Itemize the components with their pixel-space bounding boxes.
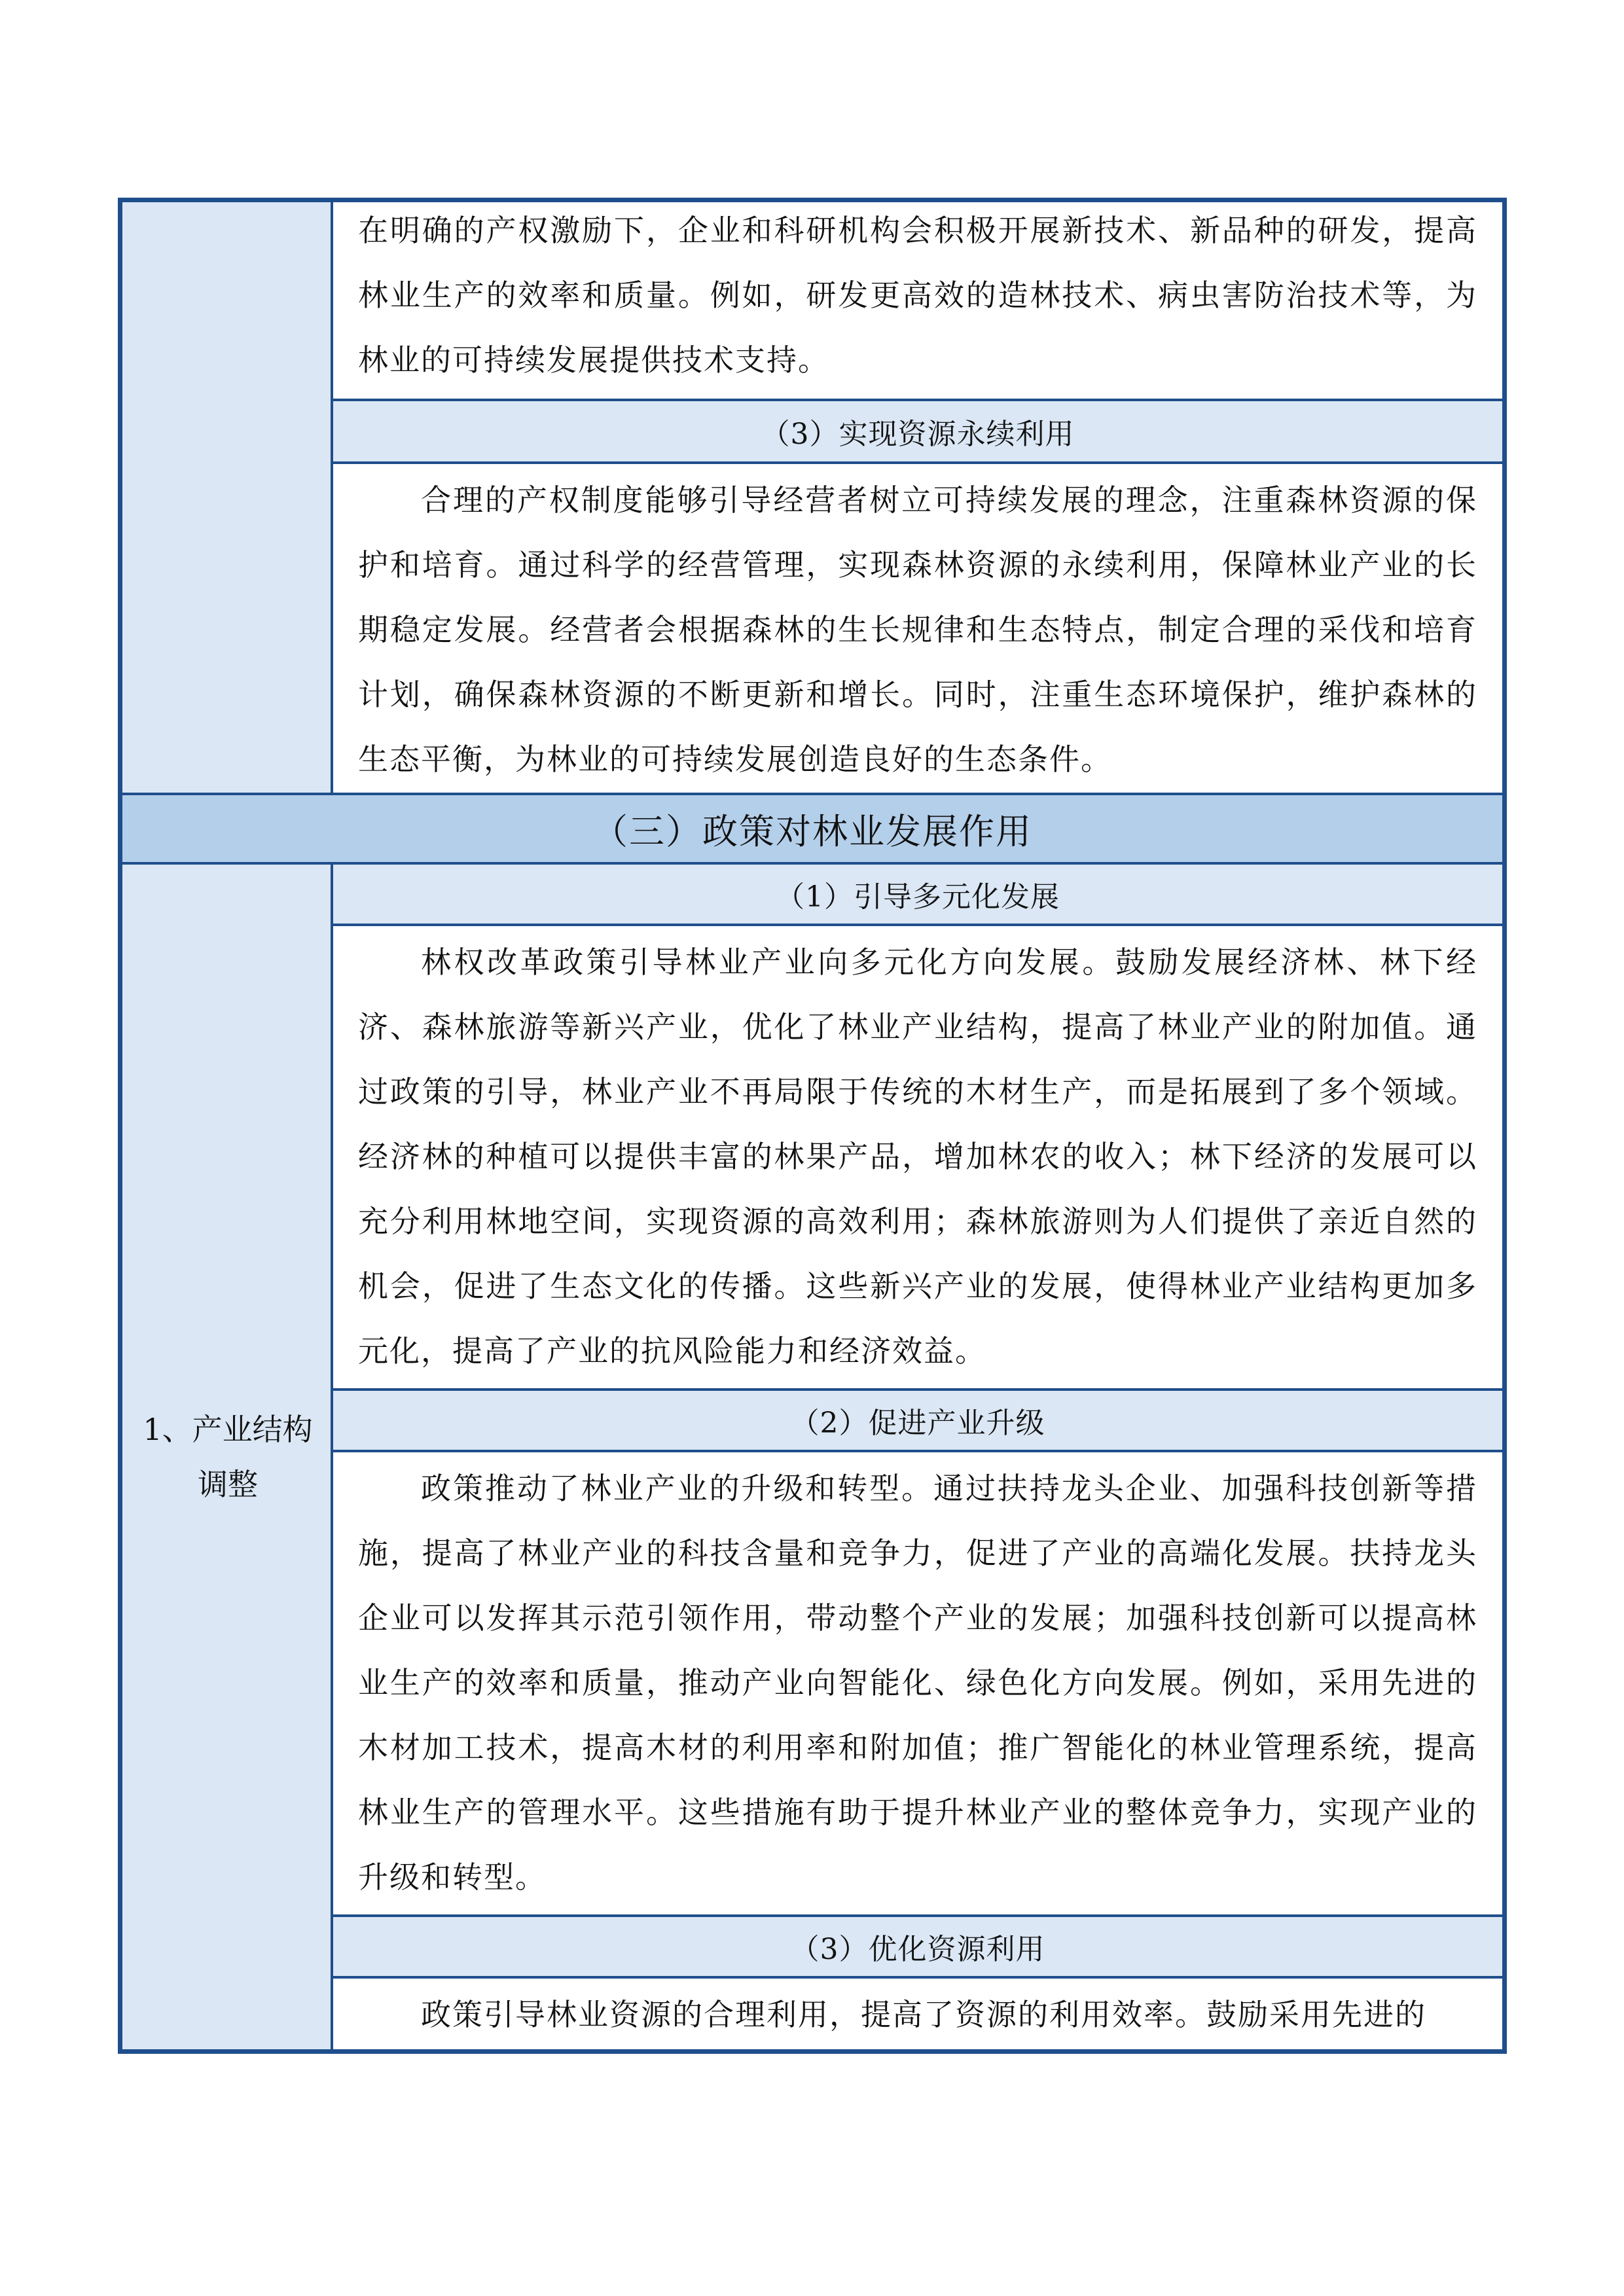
subheader-sustainable-use: （3）实现资源永续利用 bbox=[333, 401, 1502, 461]
subheader-industry-upgrade: （2）促进产业升级 bbox=[333, 1391, 1502, 1450]
subheader-diversification: （1）引导多元化发展 bbox=[333, 865, 1502, 924]
paragraph-diversification: 林权改革政策引导林业产业向多元化方向发展。鼓励发展经济林、林下经济、森林旅游等新兴产业，优化了林业产业结构，提高了林业产业的附加值。通过政策的引导，林业产业不再局限于传统的木材生产，而是拓展到了多个领域。经济林的种植可以提供丰富的林果产品，增加林农的收入；林下经济的发展可以充分利用林地空间，实现资源的高效利用；森林旅游则为人们提供了亲近自然的机会，促进了生态文化的传播。这些新兴产业的发展，使得林业产业结构更加多元化，提高了产业的抗风险能力和经济效益。 bbox=[358, 944, 1477, 1369]
paragraph-top: 在明确的产权激励下，企业和科研机构会积极开展新技术、新品种的研发，提高林业生产的效率和质量。例如，研发更高效的造林技术、病虫害防治技术等，为林业的可持续发展提供技术支持。 bbox=[358, 213, 1477, 378]
section-title: （三）政策对林业发展作用 bbox=[122, 795, 1502, 862]
paragraph-resource-optimization: 政策引导林业资源的合理利用，提高了资源的利用效率。鼓励采用先进的 bbox=[421, 1997, 1426, 2032]
left-column-upper bbox=[122, 202, 333, 795]
paragraph-sustainable-use: 合理的产权制度能够引导经营者树立可持续发展的理念，注重森林资源的保护和培育。通过科学的经营管理，实现森林资源的永续利用，保障林业产业的长期稳定发展。经营者会根据森林的生长规律和生态特点，制定合理的采伐和培育计划，确保森林资源的不断更新和增长。同时，注重生态环境保护，维护森林的生态平衡，为林业的可持续发展创造良好的生态条件。 bbox=[358, 482, 1477, 777]
subheader-resource-optimization: （3）优化资源利用 bbox=[333, 1917, 1502, 1976]
paragraph-industry-upgrade: 政策推动了林业产业的升级和转型。通过扶持龙头企业、加强科技创新等措施，提高了林业产业的科技含量和竞争力，促进了产业的高端化发展。扶持龙头企业可以发挥其示范引领作用，带动整个产业的发展；加强科技创新可以提高林业生产的效率和质量，推动产业向智能化、绿色化方向发展。例如，采用先进的木材加工技术，提高木材的利用率和附加值；推广智能化的林业管理系统，提高林业生产的管理水平。这些措施有助于提升林业产业的整体竞争力，实现产业的升级和转型。 bbox=[358, 1471, 1477, 1895]
row-label-industry-structure: 1、产业结构调整 bbox=[143, 1412, 313, 1502]
content-table bbox=[118, 198, 1507, 2054]
